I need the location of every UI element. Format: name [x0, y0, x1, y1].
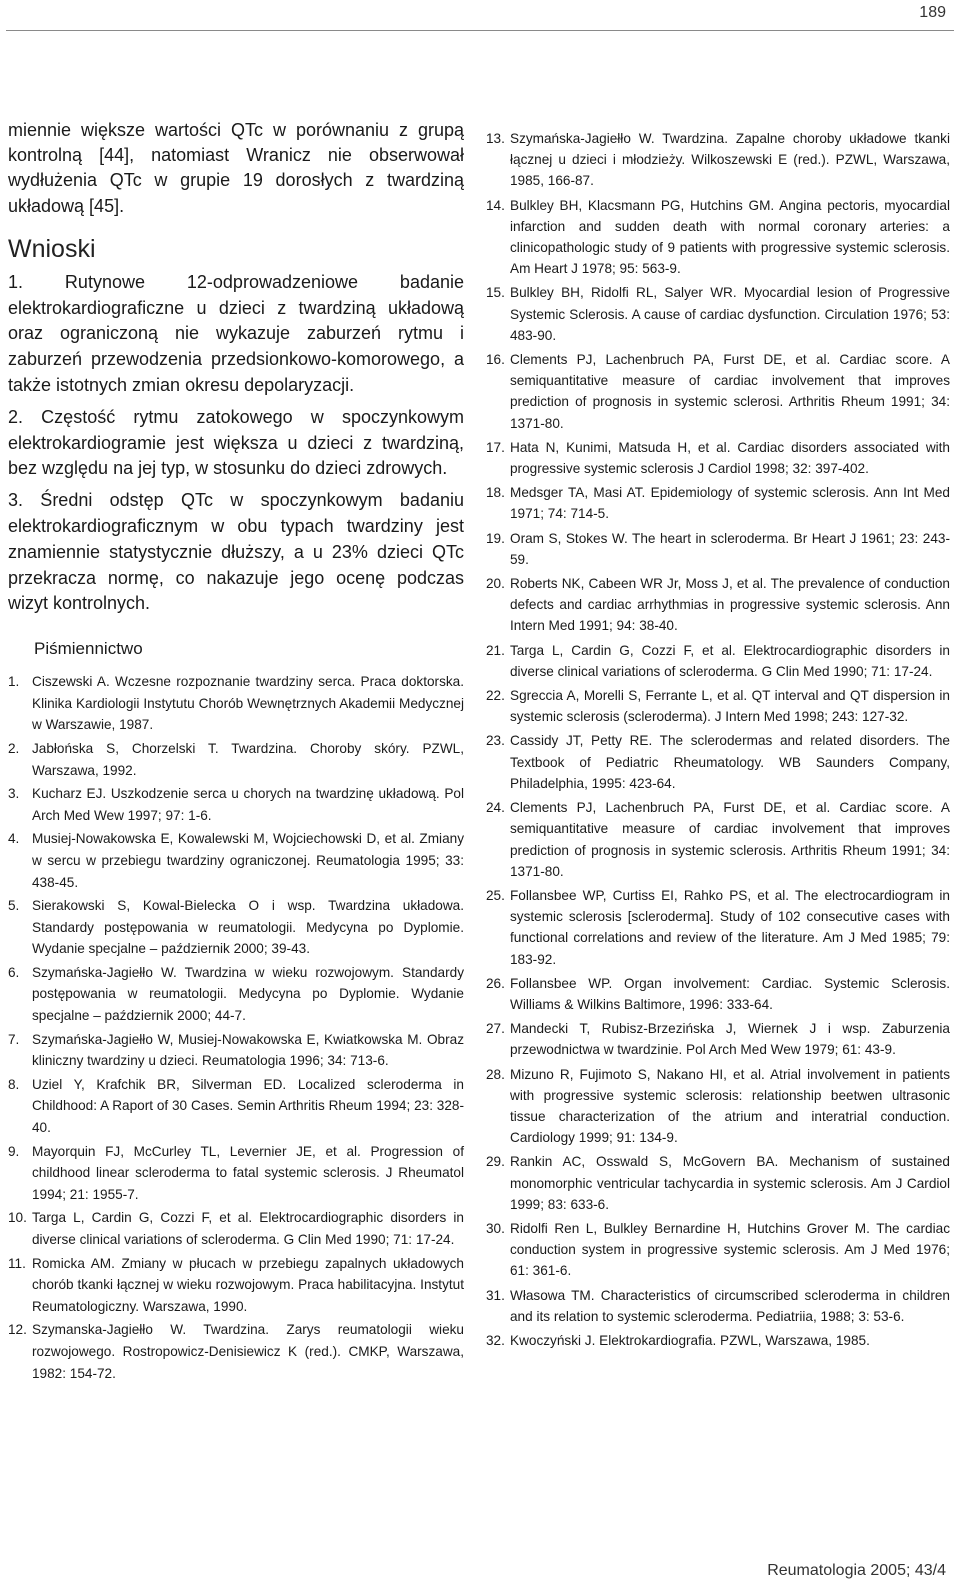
left-column	[8, 118, 464, 1386]
reference-number: 2.	[8, 740, 20, 756]
reference-item	[8, 1074, 464, 1139]
reference-text: Cassidy JT, Petty RE. The sclerodermas and related disorders. The Textbook of Pediatric Rheumatology. WB Saunders Company, Philadelphia, 1995: 423-64.	[510, 733, 950, 791]
reference-item	[486, 1064, 950, 1149]
reference-item	[486, 640, 950, 682]
reference-item	[8, 671, 464, 736]
reference-item	[486, 282, 950, 346]
reference-item	[486, 128, 950, 192]
reference-number: 19.	[486, 530, 505, 546]
reference-number: 15.	[486, 285, 505, 301]
reference-item	[486, 1330, 950, 1351]
reference-item	[486, 195, 950, 280]
reference-number: 23.	[486, 733, 505, 749]
reference-text: Bulkley BH, Ridolfi RL, Salyer WR. Myocardial lesion of Progressive Systemic Sclerosis. A cause of cardiac dysfunction. Circulation 1976; 53: 483-90.	[510, 285, 950, 343]
reference-text: Musiej-Nowakowska E, Kowalewski M, Wojciechowski D, et al. Zmiany w sercu w przebiegu twardziny ograniczonej. Reumatologia 1995; 33: 438-45.	[32, 831, 464, 890]
reference-item	[486, 482, 950, 524]
reference-text: Sgreccia A, Morelli S, Ferrante L, et al. QT interval and QT dispersion in systemic sclerosis (scleroderma). J Intern Med 1998; 243: 127-32.	[510, 688, 950, 725]
page-number: 189	[919, 4, 946, 21]
reference-text: Follansbee WP. Organ involvement: Cardiac. Systemic Sclerosis. Williams & Wilkins Baltimore, 1996: 333-64.	[510, 975, 950, 1012]
reference-item	[8, 962, 464, 1027]
reference-number: 25.	[486, 887, 505, 903]
reference-item	[486, 1218, 950, 1282]
reference-text: Rankin AC, Osswald S, McGovern BA. Mechanism of sustained monomorphic ventricular tachycardia in systemic sclerosis. Am J Cardiol 1999; 83: 633-6.	[510, 1154, 950, 1212]
top-rule	[6, 30, 954, 31]
reference-number: 13.	[486, 131, 505, 146]
reference-item	[8, 1207, 464, 1250]
reference-number: 9.	[8, 1143, 20, 1159]
conclusion-item: 3. Średni odstęp QTc w spoczynkowym badaniu elektrokardiograficznym w obu typach twardziny jest znamiennie statystycznie dłuższy, a u 23% dzieci QTc przekracza normę, co nakazuje jego ocenę podczas wizyt kontrolnych.	[8, 490, 464, 614]
reference-item	[8, 895, 464, 960]
reference-item	[8, 1253, 464, 1318]
reference-text: Medsger TA, Masi AT. Epidemiology of systemic sclerosis. Ann Int Med 1971; 74: 714-5.	[510, 485, 950, 522]
reference-number: 17.	[486, 439, 505, 455]
reference-text: Targa L, Cardin G, Cozzi F, et al. Elektrocardiographic disorders in diverse clinical variations of scleroderma. G Clin Med 1990; 71: 17-24.	[510, 642, 950, 679]
reference-number: 32.	[486, 1332, 505, 1348]
reference-number: 8.	[8, 1076, 20, 1092]
reference-item	[486, 1018, 950, 1060]
reference-number: 3.	[8, 786, 20, 802]
reference-number: 27.	[486, 1021, 505, 1037]
reference-text: Jabłońska S, Chorzelski T. Twardzina. Choroby skóry. PZWL, Warszawa, 1992.	[32, 740, 464, 778]
reference-item	[486, 973, 950, 1015]
reference-item	[8, 1029, 464, 1072]
reference-number: 7.	[8, 1031, 20, 1047]
reference-text: Bulkley BH, Klacsmann PG, Hutchins GM. Angina pectoris, myocardial infarction and sudden death with normal coronary arteries: a clinicopathologic study of 9 patients with progressive systemic sclerosis. Am Heart J 1978; 95: 563-9.	[510, 197, 950, 277]
reference-text: Ciszewski A. Wczesne rozpoznanie twardziny serca. Praca doktorska. Klinika Kardiologii Instytutu Chorób Wewnętrznych Akademii Medycznej w Warszawie, 1987.	[32, 674, 464, 733]
reference-number: 5.	[8, 898, 20, 914]
reference-number: 30.	[486, 1220, 505, 1236]
reference-item	[486, 1151, 950, 1215]
reference-number: 11.	[8, 1255, 26, 1271]
reference-number: 24.	[486, 800, 505, 816]
reference-number: 28.	[486, 1066, 505, 1082]
intro-paragraph: miennie większe wartości QTc w porównaniu z grupą kontrolną [44], natomiast Wranicz nie obserwował wydłużenia QTc w grupie 19 dorosłych z twardziną układową [45].	[8, 120, 464, 216]
reference-number: 26.	[486, 975, 505, 991]
references-heading: Piśmiennictwo	[34, 639, 143, 659]
reference-text: Uziel Y, Krafchik BR, Silverman ED. Localized scleroderma in Childhood: A Raport of 30 Cases. Semin Arthritis Rheum 1994; 23: 328-40.	[32, 1076, 464, 1136]
reference-item	[8, 1141, 464, 1206]
reference-number: 10.	[8, 1210, 27, 1226]
reference-item	[8, 738, 464, 781]
reference-text: Romicka AM. Zmiany w płucach w przebiegu zapalnych układowych chorób tkanki łącznej w wieku rozwojowym. Praca habilitacyjna. Instytut Reumatologiczny. Warszawa, 1990.	[32, 1255, 464, 1314]
reference-item	[8, 1319, 464, 1384]
section-heading-conclusions: Wnioski	[8, 234, 96, 263]
reference-number: 14.	[486, 197, 505, 213]
reference-item	[486, 437, 950, 479]
reference-number: 22.	[486, 688, 505, 704]
reference-text: Mandecki T, Rubisz-Brzezińska J, Wiernek J i wsp. Zaburzenia przewodnictwa w twardzinie. Pol Arch Med Wew 1979; 61: 43-9.	[510, 1021, 950, 1058]
reference-item	[486, 349, 950, 434]
reference-number: 16.	[486, 352, 505, 368]
reference-number: 31.	[486, 1287, 505, 1303]
reference-text: Mayorquin FJ, McCurley TL, Levernier JE, et al. Progression of childhood linear scleroderma to fatal systemic sclerosis. J Rheumatol 1994; 21: 1955-7.	[32, 1143, 464, 1202]
reference-text: Szymańska-Jagiełło W. Twardzina. Zapalne choroby układowe tkanki łącznej u dzieci i młodzieży. Wilkoszewski E (red.). PZWL, Warszawa, 1985, 166-87.	[510, 131, 950, 189]
reference-text: Mizuno R, Fujimoto S, Nakano HI, et al. Atrial involvement in patients with progressive systemic sclerosis: relationship beetwen ultrasonic tissue characterization of the atrium and interatrial conduction. Cardiology 1999; 91: 134-9.	[510, 1066, 950, 1146]
reference-text: Oram S, Stokes W. The heart in scleroderma. Br Heart J 1961; 23: 243-59.	[510, 530, 950, 567]
reference-text: Follansbee WP, Curtiss EI, Rahko PS, et al. The electrocardiogram in systemic sclerosis [scleroderma]. Study of 102 consecutive cases with functional correlations and review of the literature. Am J Med 1985; 79: 183-92.	[510, 887, 950, 967]
references-list-left	[8, 671, 464, 1384]
reference-text: Szymanska-Jagiełło W. Twardzina. Zarys reumatologii wieku rozwojowego. Rostropowicz-Denisiewicz K (red.). CMKP, Warszawa, 1982: 154-72.	[32, 1322, 464, 1381]
reference-text: Kwoczyński J. Elektrokardiografia. PZWL, Warszawa, 1985.	[510, 1332, 870, 1348]
journal-footer: Reumatologia 2005; 43/4	[767, 1562, 946, 1579]
reference-item	[486, 885, 950, 970]
reference-text: Ridolfi Ren L, Bulkley Bernardine H, Hutchins Grover M. The cardiac conduction system in progressive systemic sclerosis. Am J Med 1976; 61: 361-6.	[510, 1220, 950, 1279]
reference-text: Clements PJ, Lachenbruch PA, Furst DE, et al. Cardiac score. A semiquantitative measure of cardiac involvement that improves prediction of prognosis in systemic sclerosi. Arthritis Rheum 1991; 34: 1371-80.	[510, 352, 950, 431]
reference-item	[486, 685, 950, 727]
reference-number: 29.	[486, 1154, 505, 1170]
conclusion-item: 2. Częstość rytmu zatokowego w spoczynkowym elektrokardiogramie jest większa u dzieci z twardziną, bez względu na jej typ, w stosunku do dzieci zdrowych.	[8, 406, 464, 479]
reference-item	[486, 730, 950, 794]
reference-item	[8, 828, 464, 893]
reference-text: Własowa TM. Characteristics of circumscribed scleroderma in children and its relation to systemic scleroderma. Pediatriia, 1988; 3: 53-6.	[510, 1287, 950, 1324]
reference-text: Clements PJ, Lachenbruch PA, Furst DE, et al. Cardiac score. A semiquantitative measure of cardiac involvement that improves prediction of prognosis in systemic sclerosis. Arthritis Rheum 1991; 34: 1371-80.	[510, 800, 950, 879]
reference-item	[486, 528, 950, 570]
reference-number: 1.	[8, 674, 20, 690]
reference-number: 21.	[486, 642, 505, 658]
reference-text: Sierakowski S, Kowal-Bielecka O i wsp. Twardzina układowa. Standardy postępowania w reumatologii. Medycyna po Dyplomie. Wydanie specjalne – październik 2000; 39-43.	[32, 898, 464, 957]
reference-item	[486, 573, 950, 637]
reference-item	[8, 783, 464, 826]
reference-text: Targa L, Cardin G, Cozzi F, et al. Elektrocardiographic disorders in diverse clinical variations of scleroderma. G Clin Med 1990; 71: 17-24.	[32, 1210, 464, 1248]
reference-text: Hata N, Kunimi, Matsuda H, et al. Cardiac disorders associated with progressive systemic sclerosis J Cardiol 1998; 32: 397-402.	[510, 439, 950, 477]
reference-item	[486, 797, 950, 882]
right-column	[486, 128, 950, 1354]
reference-number: 12.	[8, 1322, 27, 1338]
references-list-right	[486, 128, 950, 1351]
reference-number: 20.	[486, 576, 505, 592]
reference-text: Kucharz EJ. Uszkodzenie serca u chorych na twardzinę układową. Pol Arch Med Wew 1997; 97: 1-6.	[32, 786, 464, 823]
reference-text: Szymańska-Jagiełło W, Musiej-Nowakowska E, Kwiatkowska M. Obraz kliniczny twardziny u dzieci. Reumatologia 1996; 34: 713-6.	[32, 1031, 464, 1069]
reference-text: Szymańska-Jagiełło W. Twardzina w wieku rozwojowym. Standardy postępowania w reumatologii. Medycyna po Dyplomie. Wydanie specjalne – październik 2000; 44-7.	[32, 964, 464, 1024]
reference-item	[486, 1285, 950, 1327]
reference-number: 4.	[8, 831, 20, 847]
reference-text: Roberts NK, Cabeen WR Jr, Moss J, et al. The prevalence of conduction defects and cardiac arrhythmias in progressive systemic sclerosis. Ann Intern Med 1991; 94: 38-40.	[510, 576, 950, 634]
reference-number: 18.	[486, 485, 505, 501]
conclusion-item: 1. Rutynowe 12-odprowadzeniowe badanie elektrokardiograficzne u dzieci z twardziną układową oraz ograniczoną nie wykazuje zaburzeń rytmu i zaburzeń przewodzenia przedsionkowo-komorowego, a także istotnych zmian okresu depolaryzacji.	[8, 271, 464, 395]
reference-number: 6.	[8, 964, 20, 980]
